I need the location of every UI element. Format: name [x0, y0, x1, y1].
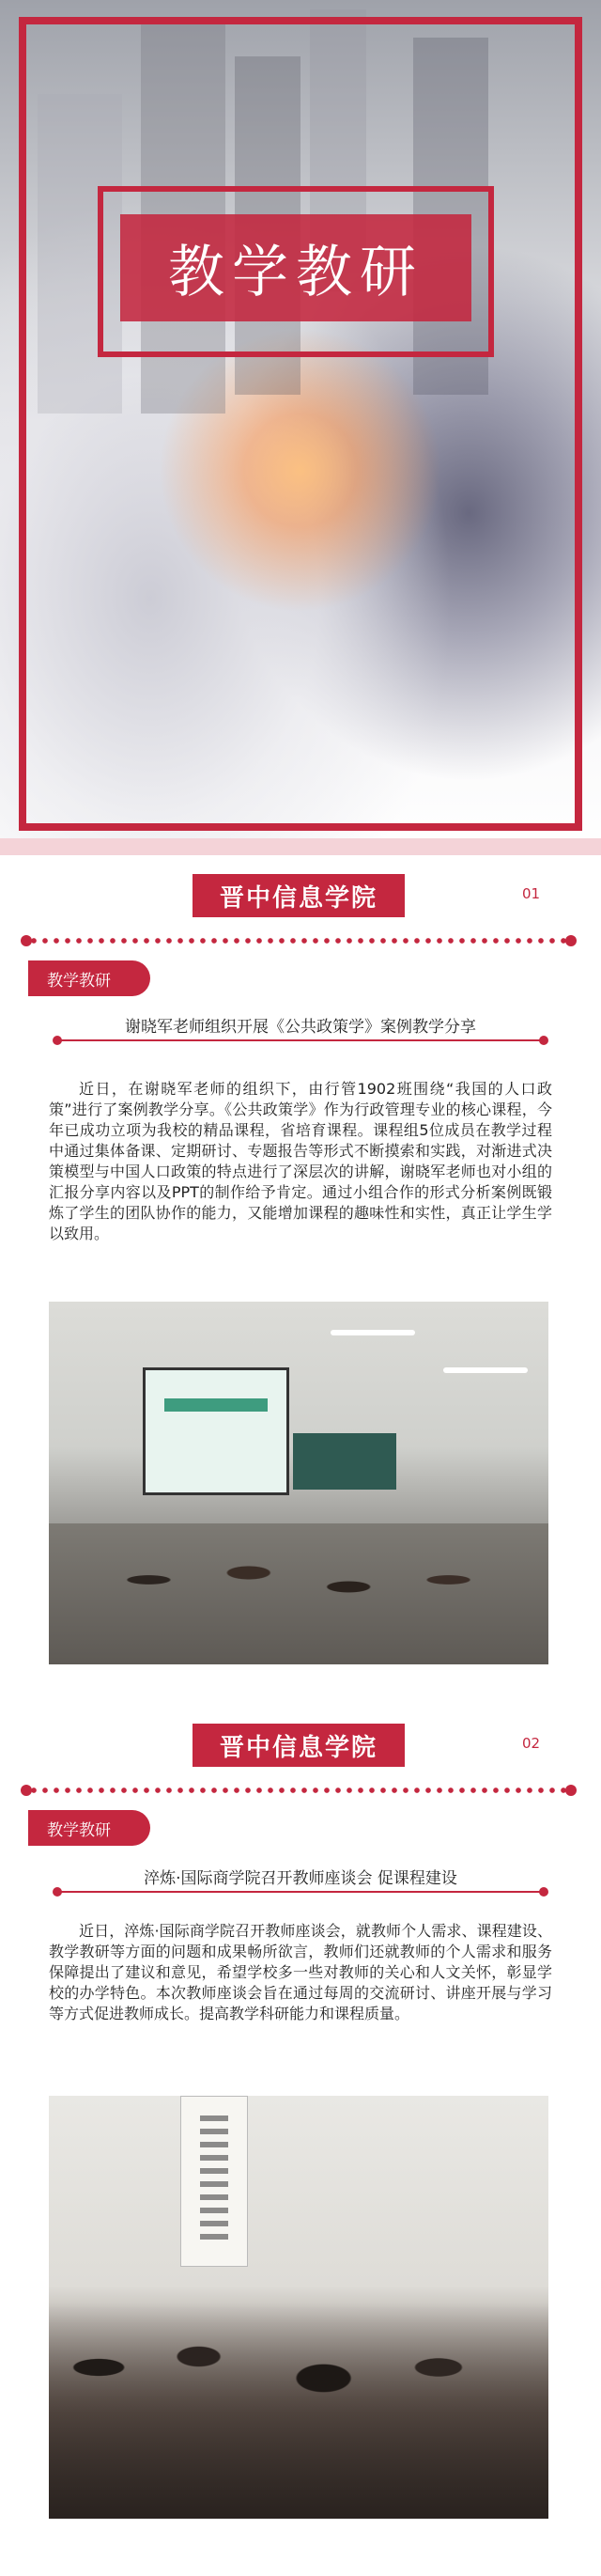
hero-bottom-band	[0, 838, 601, 855]
projector-screen	[143, 1367, 289, 1495]
subtitle-underline	[56, 1891, 545, 1893]
divider-dot	[565, 935, 577, 946]
hero-banner	[0, 0, 601, 855]
article-subtitle: 淬炼·国际商学院召开教师座谈会 促课程建设	[144, 1869, 457, 1888]
classroom-photo	[49, 1302, 548, 1664]
divider-dot	[565, 1785, 577, 1796]
dotted-divider	[28, 938, 569, 944]
article-subtitle: 谢晓军老师组织开展《公共政策学》案例教学分享	[125, 1018, 476, 1037]
section-number: 01	[522, 885, 541, 902]
ceiling-light	[443, 1367, 528, 1373]
section-number: 02	[522, 1735, 541, 1752]
ceiling-light	[331, 1330, 415, 1335]
hero-frame	[19, 17, 582, 831]
calligraphy-scroll	[180, 2096, 248, 2267]
teachers-group	[49, 2303, 548, 2519]
article-body: 近日，在谢晓军老师的组织下，由行管1902班围绕“我国的人口政策”进行了案例教学分享。《公共政策学》作为行政管理专业的核心课程，今年已成功立项为我校的精品课程，省培育课程。课程组5位成员在教学过程中通过集体备课、定期研讨、专题报告等形式不断摸索和实践，对渐进式决策模型与中国人口政策的特点进行了深层次的讲解，谢晓军老师也对小组的汇报分享内容以及PPT的制作给予肯定。通过小组合作的形式分析案例既锻炼了学生的团队协作的能力，又能增加课程的趣味性和实性，真正让学生学以致用。	[49, 1080, 552, 1242]
students-desks	[49, 1523, 548, 1664]
blackboard	[293, 1433, 396, 1490]
section-banner: 晋中信息学院	[193, 1724, 405, 1767]
meeting-photo	[49, 2096, 548, 2519]
category-tag: 教学教研	[28, 1810, 150, 1846]
hero-title-box	[120, 214, 471, 321]
category-tag: 教学教研	[28, 960, 150, 996]
article-body: 近日，淬炼·国际商学院召开教师座谈会，就教师个人需求、课程建设、教学教研等方面的问题和成果畅所欲言，教师们还就教师的个人需求和服务保障提出了建议和意见，希望学校多一些对教师的关心和人文关怀，彰显学校的办学特色。本次教师座谈会旨在通过每周的交流研讨、讲座开展与学习等方式促进教师成长。提高教学科研能力和课程质量。	[49, 1922, 552, 2022]
section-banner: 晋中信息学院	[193, 874, 405, 917]
subtitle-underline	[56, 1039, 545, 1041]
page-title: 教学教研	[168, 240, 424, 305]
dotted-divider	[28, 1788, 569, 1793]
